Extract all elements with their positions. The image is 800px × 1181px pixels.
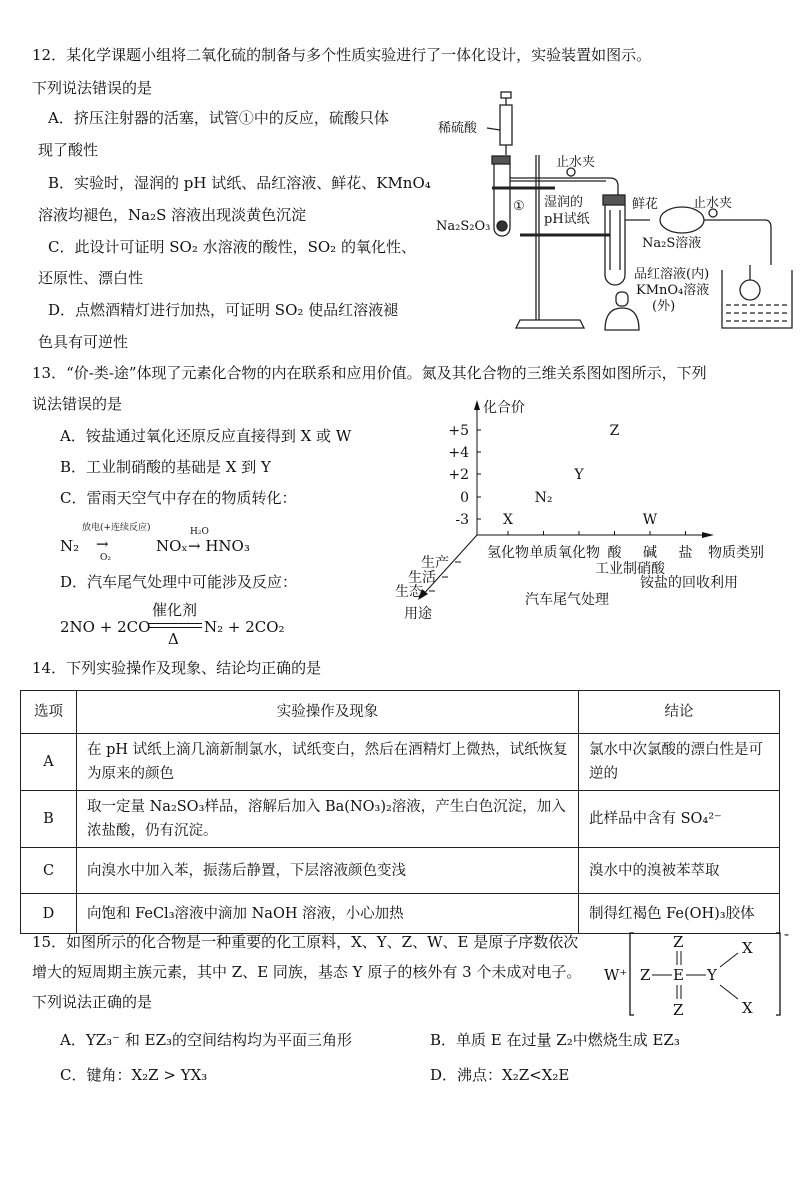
struct-z-left: Z [640, 966, 651, 984]
struct-charge: - [784, 925, 790, 943]
struct-y: Y [707, 966, 717, 984]
z-tick-label: 生态 [395, 584, 423, 600]
q12-option-d-cont: 色具有可逆性 [38, 333, 129, 351]
q12-option-a: A．挤压注射器的活塞，试管①中的反应，硫酸只体 [48, 109, 389, 127]
row-option: B [21, 791, 77, 848]
row-option: C [21, 848, 77, 894]
q15-option-b: B．单质 E 在过量 Z₂中燃烧生成 EZ₃ [430, 1031, 680, 1049]
label-outer: (外) [652, 299, 676, 314]
q12-stem: 12．某化学课题小组将二氧化硫的制备与多个性质实验进行了一体化设计，实验装置如图示。 [32, 46, 652, 64]
q12-option-a-cont: 现了酸性 [38, 141, 99, 159]
point-label-X: X [503, 512, 513, 528]
x-axis-arrow [702, 532, 714, 538]
y-tick-label: +5 [448, 423, 469, 439]
apparatus-figure [420, 80, 800, 340]
label-na2s: Na₂S溶液 [642, 236, 702, 251]
q14-stem: 14．下列实验操作及现象、结论均正确的是 [32, 659, 322, 677]
struct-z-bottom: Z [673, 1001, 684, 1019]
q12-option-c-cont: 还原性、漂白性 [38, 269, 144, 287]
row-conclusion: 氯水中次氯酸的漂白性是可逆的 [579, 734, 780, 791]
struct-x-bottom: X [742, 999, 753, 1017]
q13-d-equation [60, 600, 360, 650]
q13-option-c: C．雷雨天空气中存在的物质转化： [60, 489, 297, 507]
q12-option-d: D．点燃酒精灯进行加热，可证明 SO₂ 使品红溶液褪 [48, 301, 399, 319]
label-tube-number: ① [513, 199, 525, 214]
struct-z-top: Z [673, 933, 684, 951]
q15-stem-1: 15．如图所示的化合物是一种重要的化工原料，X、Y、Z、W、E 是原子序数依次 [32, 933, 579, 951]
header-option: 选项 [21, 691, 77, 734]
q15-stem-2: 增大的短周期主族元素，其中 Z、E 同族，基态 Y 原子的核外有 3 个未成对电子。 [32, 963, 582, 981]
y-tick-label: -3 [455, 512, 469, 528]
eq-catalyst: 催化剂 [152, 601, 198, 619]
struct-w: W⁺ [604, 966, 628, 984]
z-axis-label: 用途 [404, 606, 432, 622]
eq-left: 2NO + 2CO [60, 618, 151, 636]
table-header-row [21, 691, 780, 734]
chart-annotation: 工业制硝酸 [595, 561, 665, 577]
row-operation: 取一定量 Na₂SO₃样品，溶解后加入 Ba(NO₃)₂溶液，产生白色沉淀，加入浓盐酸，仍有沉淀。 [77, 791, 579, 848]
struct-e: E [673, 966, 684, 984]
row-option: D [21, 894, 77, 934]
point-label-Y: Y [574, 467, 584, 483]
eq-n2: N₂ [60, 537, 80, 555]
header-conclusion: 结论 [579, 691, 780, 734]
point-label-W: W [642, 512, 658, 528]
x-axis-label: 物质类别 [708, 545, 764, 561]
q12-option-b-cont: 溶液均褪色，Na₂S 溶液出现淡黄色沉淀 [38, 206, 307, 224]
eq-condition-below: O₂ [100, 553, 111, 563]
q12-ask: 下列说法错误的是 [32, 79, 153, 97]
q15-structure [600, 925, 800, 1020]
z-tick-label: 生活 [408, 570, 436, 586]
label-dilute-h2so4: 稀硫酸 [438, 121, 478, 136]
q13-c-equation [60, 518, 320, 568]
nitrogen-3d-chart [390, 390, 800, 630]
eq-h2o: H₂O [190, 527, 209, 537]
header-operation: 实验操作及现象 [77, 691, 579, 734]
row-conclusion: 此样品中含有 SO₄²⁻ [579, 791, 780, 848]
x-tick-label: 单质 [529, 545, 558, 561]
q12-option-c: C．此设计可证明 SO₂ 水溶液的酸性，SO₂ 的氧化性、 [48, 238, 416, 256]
y-tick-label: 0 [460, 490, 469, 506]
label-pinhong: 品红溶液(内) [634, 267, 710, 282]
eq-condition-above: 放电(+连续反应) [82, 523, 151, 533]
q15-ask: 下列说法正确的是 [32, 993, 153, 1011]
label-ph-paper-1: 湿润的 [544, 195, 584, 210]
table-row [21, 848, 780, 894]
q12-option-b: B．实验时，湿润的 pH 试纸、品红溶液、鲜花、KMnO₄ [48, 174, 431, 192]
q13-option-b: B．工业制硝酸的基础是 X 到 Y [60, 458, 271, 476]
y-axis-label: 化合价 [483, 400, 525, 416]
q15-option-c: C．键角：X₂Z > YX₃ [60, 1066, 208, 1084]
x-tick-label: 碱 [643, 545, 657, 561]
row-conclusion: 溴水中的溴被苯萃取 [579, 848, 780, 894]
chart-annotation: 铵盐的回收利用 [640, 575, 738, 591]
x-tick-label: 氧化物 [558, 545, 600, 561]
eq-arrow: → [96, 535, 109, 553]
label-kmno4: KMnO₄溶液 [636, 283, 710, 298]
row-operation: 向溴水中加入苯，振荡后静置，下层溶液颜色变浅 [77, 848, 579, 894]
point-label-N₂: N₂ [534, 490, 553, 506]
chart-annotation: 汽车尾气处理 [525, 592, 609, 608]
q13-option-a: A．铵盐通过氧化还原反应直接得到 X 或 W [60, 427, 352, 445]
x-tick-label: 酸 [607, 545, 622, 561]
q14-table [20, 690, 780, 934]
q13-stem: 13．“价-类-途”体现了元素化合物的内在联系和应用价值。氮及其化合物的三维关系图如图所示，下列 [32, 364, 707, 382]
q13-option-d: D．汽车尾气处理中可能涉及反应： [60, 573, 298, 591]
eq-right: N₂ + 2CO₂ [204, 618, 285, 636]
row-operation: 在 pH 试纸上滴几滴新制氯水，试纸变白，然后在酒精灯上微热，试纸恢复为原来的颜色 [77, 734, 579, 791]
row-conclusion: 制得红褐色 Fe(OH)₃胶体 [579, 894, 780, 934]
table-row [21, 734, 780, 791]
x-tick-label: 盐 [678, 545, 693, 561]
eq-hno3: → HNO₃ [188, 537, 250, 555]
label-ph-paper-2: pH试纸 [544, 212, 590, 227]
struct-x-top: X [742, 939, 753, 957]
z-tick-label: 生产 [421, 555, 449, 571]
label-na2s2o3: Na₂S₂O₃ [436, 219, 491, 234]
y-axis-arrow [474, 400, 480, 410]
y-tick-label: +4 [448, 445, 469, 461]
row-option: A [21, 734, 77, 791]
q15-option-d: D．沸点：X₂Z<X₂E [430, 1066, 570, 1084]
label-clamp-2: 止水夹 [693, 196, 733, 211]
point-label-Z: Z [609, 423, 620, 439]
table-row [21, 791, 780, 848]
x-tick-label: 氢化物 [487, 545, 529, 561]
q15-option-a: A．YZ₃⁻ 和 EZ₃的空间结构均为平面三角形 [60, 1031, 353, 1049]
label-flower: 鲜花 [632, 197, 659, 212]
eq-nox: NOₓ [156, 537, 188, 555]
row-operation: 向饱和 FeCl₃溶液中滴加 NaOH 溶液，小心加热 [77, 894, 579, 934]
q13-ask: 说法错误的是 [32, 395, 123, 413]
y-tick-label: +2 [448, 467, 469, 483]
eq-heat: Δ [168, 630, 179, 648]
label-clamp-1: 止水夹 [556, 155, 596, 170]
